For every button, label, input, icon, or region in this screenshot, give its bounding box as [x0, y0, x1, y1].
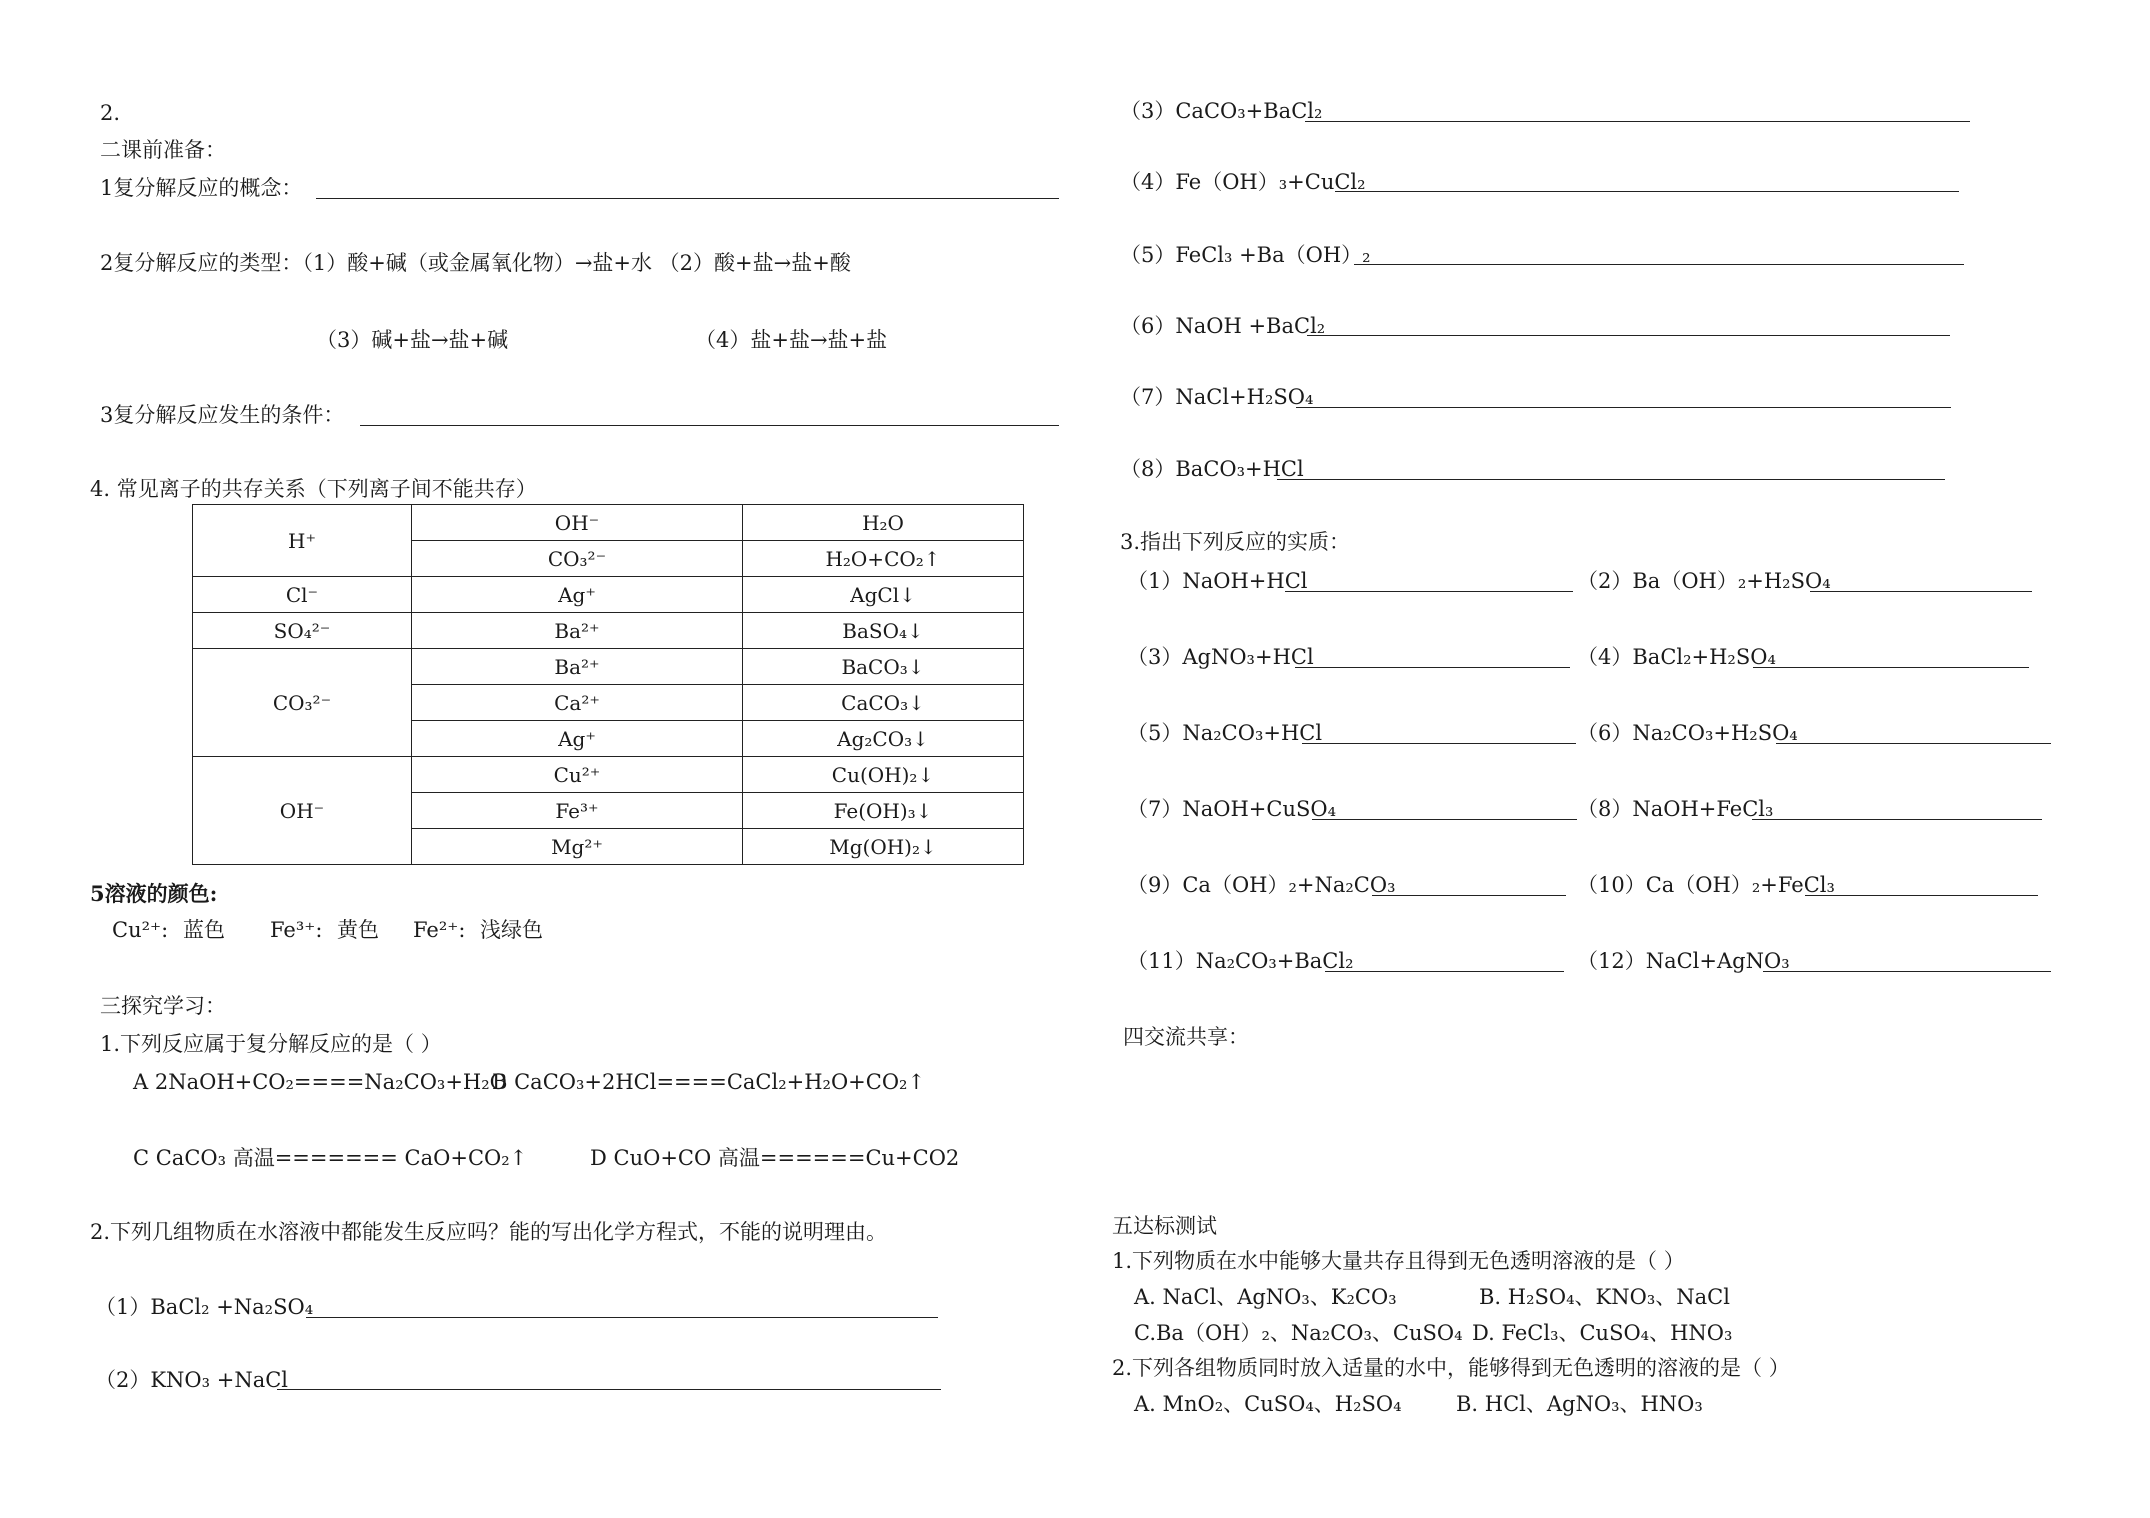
answer-line[interactable]	[1335, 191, 1959, 192]
color-value: 黄色	[337, 918, 379, 942]
color-ion-label: Cu²⁺:	[112, 918, 169, 942]
answer-line[interactable]	[1277, 479, 1945, 480]
question-conditions-label: 3复分解反应发生的条件：	[100, 403, 345, 427]
answer-line[interactable]	[1354, 264, 1964, 265]
answer-line[interactable]	[1776, 743, 2051, 744]
answer-line[interactable]	[1805, 895, 2038, 896]
color-ion-label: Fe²⁺:	[413, 918, 466, 942]
answer-line[interactable]	[1302, 743, 1576, 744]
answer-line[interactable]	[1307, 335, 1950, 336]
product-cell: Mg(OH)₂↓	[743, 829, 1024, 865]
essence-item: （2）Ba（OH）₂+H₂SO₄	[1577, 569, 1831, 593]
product-cell: BaSO₄↓	[743, 613, 1024, 649]
answer-line[interactable]	[1752, 819, 2042, 820]
ion-cell: OH⁻	[193, 757, 412, 865]
test-2-question: 2.下列各组物质同时放入适量的水中，能够得到无色透明的溶液的是（ ）	[1112, 1356, 1790, 1380]
reaction-item-4: （4）Fe（OH）₃+CuCl₂	[1120, 170, 1366, 194]
essence-item: （9）Ca（OH）₂+Na₂CO₃	[1127, 873, 1396, 897]
answer-line[interactable]	[1325, 971, 1564, 972]
essence-item: （10）Ca（OH）₂+FeCl₃	[1577, 873, 1835, 897]
exercise-1-question: 1.下列反应属于复分解反应的是（ ）	[100, 1032, 442, 1056]
essence-item: （12）NaCl+AgNO₃	[1577, 949, 1790, 973]
ion-cell: SO₄²⁻	[193, 613, 412, 649]
essence-item: （6）Na₂CO₃+H₂SO₄	[1577, 721, 1798, 745]
section-title-test: 五达标测试	[1112, 1214, 1217, 1238]
ion-cell: Mg²⁺	[412, 829, 743, 865]
test-1-question: 1.下列物质在水中能够大量共存且得到无色透明溶液的是（ ）	[1112, 1249, 1685, 1273]
test-2-option-b: B. HCl、AgNO₃、HNO₃	[1456, 1392, 1703, 1416]
color-value: 浅绿色	[480, 918, 543, 942]
ion-coexistence-table	[192, 504, 1024, 865]
section-title-share: 四交流共享：	[1123, 1025, 1249, 1049]
reaction-item-7: （7）NaCl+H₂SO₄	[1120, 385, 1314, 409]
answer-line[interactable]	[1296, 407, 1951, 408]
answer-line[interactable]	[1763, 971, 2051, 972]
product-cell: H₂O+CO₂↑	[743, 541, 1024, 577]
exercise-1-option-b: B CaCO₃+2HCl====CaCl₂+H₂O+CO₂↑	[492, 1070, 926, 1094]
ion-cell: Fe³⁺	[412, 793, 743, 829]
ion-cell: Ca²⁺	[412, 685, 743, 721]
test-1-option-b: B. H₂SO₄、KNO₃、NaCl	[1479, 1285, 1730, 1309]
question-types-type3: （3）碱+盐→盐+碱	[316, 328, 509, 352]
exercise-2-item-2: （2）KNO₃ +NaCl	[95, 1368, 289, 1392]
test-1-option-a: A. NaCl、AgNO₃、K₂CO₃	[1134, 1285, 1397, 1309]
reaction-item-8: （8）BaCO₃+HCl	[1120, 457, 1304, 481]
product-cell: AgCl↓	[743, 577, 1024, 613]
question-types-line1: 2复分解反应的类型：（1）酸+碱（或金属氧化物）→盐+水 （2）酸+盐→盐+酸	[100, 251, 851, 275]
ion-cell: Ba²⁺	[412, 649, 743, 685]
ion-cell: CO₃²⁻	[412, 541, 743, 577]
answer-line[interactable]	[1312, 819, 1577, 820]
test-1-option-c: C.Ba（OH）₂、Na₂CO₃、CuSO₄	[1134, 1321, 1463, 1345]
ion-cell: OH⁻	[412, 505, 743, 541]
reaction-item-6: （6）NaOH +BaCl₂	[1120, 314, 1326, 338]
ion-cell: H⁺	[193, 505, 412, 577]
ion-coexistence-title: 4. 常见离子的共存关系（下列离子间不能共存）	[90, 477, 537, 501]
reaction-item-5: （5）FeCl₃ +Ba（OH）₂	[1120, 243, 1371, 267]
product-cell: Ag₂CO₃↓	[743, 721, 1024, 757]
product-cell: Cu(OH)₂↓	[743, 757, 1024, 793]
product-cell: BaCO₃↓	[743, 649, 1024, 685]
section-title-preparation: 二课前准备：	[100, 138, 226, 162]
essence-item: （3）AgNO₃+HCl	[1127, 645, 1314, 669]
answer-line[interactable]	[1810, 591, 2032, 592]
answer-line[interactable]	[1305, 121, 1970, 122]
answer-line[interactable]	[1753, 667, 2029, 668]
exercise-1-option-a: A 2NaOH+CO₂====Na₂CO₃+H₂O	[133, 1070, 507, 1094]
section-title-explore: 三探究学习：	[100, 994, 226, 1018]
answer-line[interactable]	[1295, 667, 1570, 668]
exercise-2-item-1: （1）BaCl₂ +Na₂SO₄	[95, 1295, 314, 1319]
exercise-1-option-c: C CaCO₃ 高温======= CaO+CO₂↑	[133, 1146, 528, 1170]
exercise-1-option-d: D CuO+CO 高温======Cu+CO2	[590, 1146, 960, 1170]
ion-cell: CO₃²⁻	[193, 649, 412, 757]
test-2-option-a: A. MnO₂、CuSO₄、H₂SO₄	[1134, 1392, 1402, 1416]
ion-cell: Cu²⁺	[412, 757, 743, 793]
reaction-item-3: （3）CaCO₃+BaCl₂	[1120, 99, 1323, 123]
essence-item: （1）NaOH+HCl	[1127, 569, 1308, 593]
essence-item: （5）Na₂CO₃+HCl	[1127, 721, 1323, 745]
essence-item: （8）NaOH+FeCl₃	[1577, 797, 1774, 821]
test-1-option-d: D. FeCl₃、CuSO₄、HNO₃	[1472, 1321, 1733, 1345]
product-cell: H₂O	[743, 505, 1024, 541]
ion-cell: Ag⁺	[412, 721, 743, 757]
exercise-2-question: 2.下列几组物质在水溶液中都能发生反应吗？能的写出化学方程式，不能的说明理由。	[90, 1220, 888, 1244]
answer-line[interactable]	[1285, 591, 1573, 592]
essence-item: （7）NaOH+CuSO₄	[1127, 797, 1336, 821]
color-value: 蓝色	[183, 918, 225, 942]
item-marker: 2.	[100, 101, 121, 125]
answer-line-conditions[interactable]	[360, 425, 1059, 426]
essence-item: （11）Na₂CO₃+BaCl₂	[1127, 949, 1354, 973]
color-ion-label: Fe³⁺:	[270, 918, 323, 942]
ion-cell: Ba²⁺	[412, 613, 743, 649]
answer-line-concept[interactable]	[316, 198, 1059, 199]
solution-color-title: 5溶液的颜色:	[90, 881, 218, 906]
ion-cell: Cl⁻	[193, 577, 412, 613]
answer-line[interactable]	[306, 1317, 938, 1318]
product-cell: Fe(OH)₃↓	[743, 793, 1024, 829]
exercise-3-title: 3.指出下列反应的实质：	[1120, 530, 1351, 554]
question-types-type4: （4）盐+盐→盐+盐	[695, 328, 888, 352]
product-cell: CaCO₃↓	[743, 685, 1024, 721]
ion-cell: Ag⁺	[412, 577, 743, 613]
essence-item: （4）BaCl₂+H₂SO₄	[1577, 645, 1776, 669]
question-concept-label: 1复分解反应的概念：	[100, 176, 303, 200]
answer-line[interactable]	[277, 1389, 941, 1390]
answer-line[interactable]	[1372, 895, 1566, 896]
